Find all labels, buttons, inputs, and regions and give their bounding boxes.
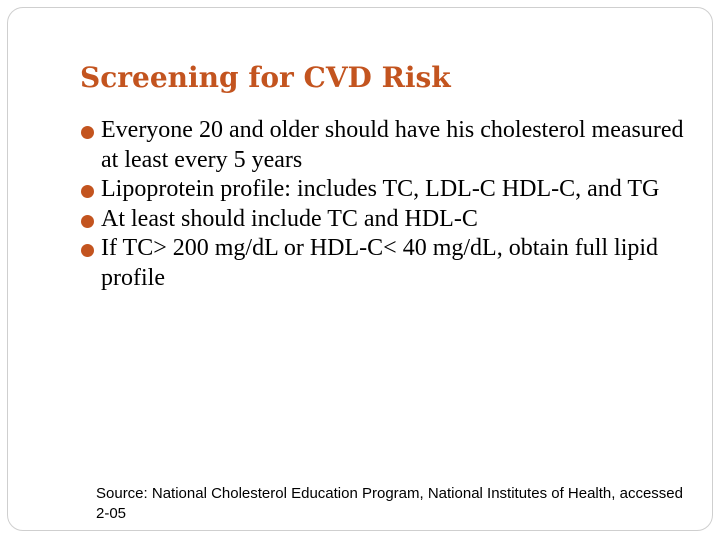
bullet-dot-icon [81, 126, 94, 139]
bullet-item [81, 116, 691, 175]
bullet-text: At least should include TC and HDL-C [101, 205, 478, 232]
source-note: Source: National Cholesterol Education Program, National Institutes of Health, accessed 2-05 [96, 485, 683, 522]
bullet-dot-icon [81, 244, 94, 257]
bullet-list [81, 116, 691, 293]
bullet-item [81, 234, 691, 293]
bullet-item [81, 205, 691, 235]
bullet-item [81, 175, 691, 205]
bullet-text: If TC> 200 mg/dL or HDL-C< 40 mg/dL, obtain full lipid profile [101, 235, 659, 291]
bullet-text: Everyone 20 and older should have his cholesterol measured at least every 5 years [101, 117, 684, 173]
slide-title: Screening for CVD Risk [80, 61, 451, 94]
bullet-dot-icon [81, 215, 94, 228]
bullet-text: Lipoprotein profile: includes TC, LDL-C HDL-C, and TG [101, 176, 660, 202]
bullet-dot-icon [81, 185, 94, 198]
